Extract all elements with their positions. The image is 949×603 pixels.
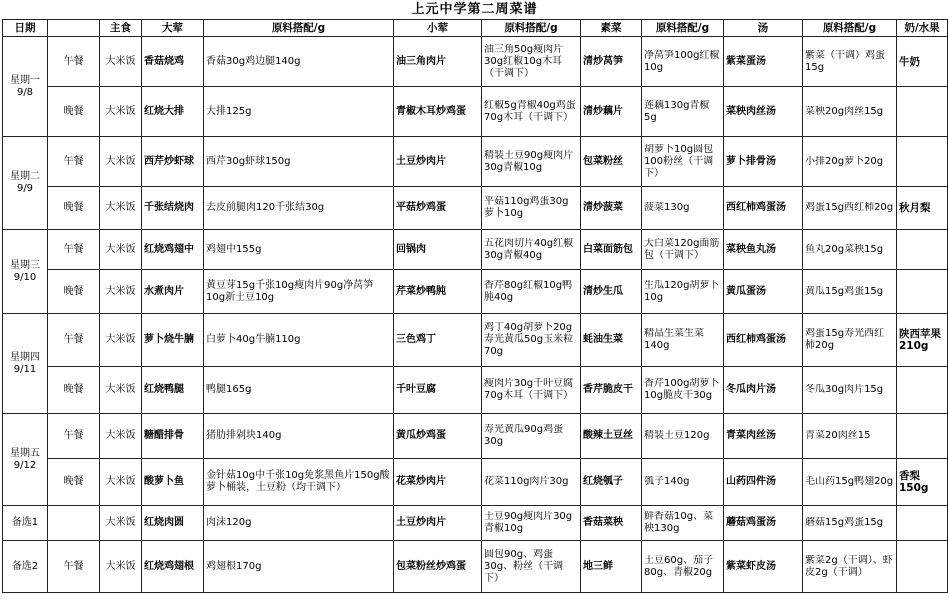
- main-dish-cell: 红烧鸡翅根: [142, 541, 204, 593]
- table-row: [3, 230, 948, 270]
- meal-cell: 午餐: [48, 37, 100, 87]
- milk-fruit-cell: [897, 230, 948, 270]
- staple-cell: 大米饭: [100, 37, 142, 87]
- side-ingredients: 圆包90g、鸡蛋30g、粉丝（干调下）: [484, 548, 564, 584]
- milk-fruit-cell: [897, 367, 948, 414]
- soup-ingredients: 鱼丸20g菜秧15g: [805, 243, 884, 255]
- column-header: 小荤: [394, 20, 482, 37]
- soup-ingredients-cell: [803, 414, 897, 459]
- staple-cell: 大米饭: [100, 230, 142, 270]
- soup-cell: 菜秧肉丝汤: [724, 87, 803, 137]
- soup-ingredients-cell: [803, 506, 897, 541]
- staple-cell: 大米饭: [100, 506, 142, 541]
- soup-ingredients-cell: [803, 87, 897, 137]
- main-dish-cell: 红烧肉圆: [142, 506, 204, 541]
- side-dish-cell: 土豆炒肉片: [394, 506, 482, 541]
- soup-ingredients: 紫菜（干调）鸡蛋15g: [805, 49, 885, 73]
- soup-cell: 冬瓜肉片汤: [724, 367, 803, 414]
- main-dish-cell: 红烧鸡翅中: [142, 230, 204, 270]
- vegetable-ingredients-cell: [642, 367, 724, 414]
- meal-cell: 晚餐: [48, 187, 100, 230]
- soup-ingredients-cell: [803, 137, 897, 187]
- table-row: [3, 459, 948, 506]
- soup-ingredients-cell: [803, 314, 897, 367]
- soup-cell: 西红柿鸡蛋汤: [724, 314, 803, 367]
- side-ingredients: 五花肉切片40g红椒30g青椒40g: [484, 237, 574, 261]
- vegetable-dish-cell: 地三鲜: [581, 541, 642, 593]
- soup-ingredients: 冬瓜30g肉片15g: [805, 384, 884, 395]
- table-row: [3, 137, 948, 187]
- column-header: 原料搭配/g: [642, 20, 724, 37]
- vegetable-ingredients-cell: [642, 37, 724, 87]
- table-row: [3, 506, 948, 541]
- milk-fruit-cell: [897, 541, 948, 593]
- vegetable-ingredients: 精装土豆120g: [644, 430, 710, 441]
- side-ingredients-cell: [482, 506, 581, 541]
- side-ingredients-cell: [482, 270, 581, 314]
- vegetable-ingredients-cell: [642, 137, 724, 187]
- table-row: [3, 37, 948, 87]
- main-dish-cell: 酸萝卜鱼: [142, 459, 204, 506]
- main-dish-cell: 千张结烧肉: [142, 187, 204, 230]
- vegetable-ingredients: 土豆60g、茄子80g、青椒20g: [644, 554, 714, 578]
- staple-cell: 大米饭: [100, 459, 142, 506]
- side-ingredients-cell: [482, 230, 581, 270]
- soup-ingredients-cell: [803, 367, 897, 414]
- vegetable-ingredients-cell: [642, 230, 724, 270]
- main-ingredients-cell: 金针菇10g中千张10g免浆黑鱼片150g酸萝卜桶装，土豆粉（均干调下）: [204, 459, 394, 506]
- milk-fruit-cell: [897, 414, 948, 459]
- vegetable-ingredients-cell: [642, 459, 724, 506]
- side-ingredients: 精装土豆90g瘦肉片30g青椒10g: [484, 149, 574, 173]
- side-dish-cell: 青椒木耳炒鸡蛋: [394, 87, 482, 137]
- side-ingredients-cell: [482, 541, 581, 593]
- column-header: 日期: [3, 20, 48, 37]
- milk-fruit-cell: 牛奶: [897, 37, 948, 87]
- column-header: 奶/水果: [897, 20, 948, 37]
- soup-ingredients: 小排20g萝卜20g: [805, 155, 884, 167]
- soup-cell: 黄瓜蛋汤: [724, 270, 803, 314]
- side-ingredients: 寿光黄瓜90g鸡蛋30g: [484, 424, 564, 447]
- main-dish-cell: 西芹炒虾球: [142, 137, 204, 187]
- side-ingredients-cell: [482, 459, 581, 506]
- vegetable-ingredients: 精品生菜生菜140g: [644, 328, 704, 351]
- soup-ingredients: 黄瓜15g鸡蛋15g: [805, 285, 884, 297]
- milk-fruit-cell: 陕西苹果210g: [897, 314, 948, 367]
- vegetable-ingredients: 鲜香菇10g、菜秧130g: [644, 511, 714, 534]
- meal-cell: [48, 506, 100, 541]
- main-dish-cell: 红烧大排: [142, 87, 204, 137]
- side-dish-cell: 油三角肉片: [394, 37, 482, 87]
- soup-ingredients-cell: [803, 541, 897, 593]
- vegetable-dish-cell: 白菜面筋包: [581, 230, 642, 270]
- soup-cell: 萝卜排骨汤: [724, 137, 803, 187]
- soup-ingredients: 紫菜2g（干调）、虾皮2g（干调）: [805, 554, 893, 578]
- date-cell: 星期二 9/9: [3, 137, 48, 230]
- column-header: 原料搭配/g: [482, 20, 581, 37]
- side-ingredients-cell: [482, 187, 581, 230]
- vegetable-ingredients: 大白菜120g面筋包（干调下）: [644, 237, 720, 261]
- side-ingredients-cell: [482, 414, 581, 459]
- vegetable-ingredients: 胡萝卜10g圆包100粉丝（干调下）: [644, 143, 714, 179]
- soup-cell: 青菜肉丝汤: [724, 414, 803, 459]
- side-ingredients: 花菜110g肉片30g: [484, 476, 569, 487]
- column-header: 原料搭配/g: [204, 20, 394, 37]
- side-ingredients: 土豆90g瘦肉片30g青椒10g: [484, 511, 573, 534]
- main-ingredients-cell: 鸡翅中155g: [204, 230, 394, 270]
- main-dish-cell: 香菇烧鸡: [142, 37, 204, 87]
- vegetable-dish-cell: 清炒藕片: [581, 87, 642, 137]
- side-ingredients: 油三角50g瘦肉片30g红椒10g木耳（干调下）: [484, 43, 564, 79]
- side-ingredients: 鸡丁40g胡萝卜20g寿光黄瓜50g玉米粒70g: [484, 322, 574, 357]
- side-dish-cell: 芹菜炒鸭肫: [394, 270, 482, 314]
- table-row: [3, 367, 948, 414]
- table-row: [3, 270, 948, 314]
- date-cell: 星期五 9/12: [3, 414, 48, 506]
- meal-cell: 午餐: [48, 414, 100, 459]
- main-ingredients-cell: 大排125g: [204, 87, 394, 137]
- meal-cell: 晚餐: [48, 367, 100, 414]
- staple-cell: 大米饭: [100, 314, 142, 367]
- vegetable-ingredients-cell: [642, 187, 724, 230]
- side-dish-cell: 三色鸡丁: [394, 314, 482, 367]
- soup-ingredients: 蘑菇15g鸡蛋15g: [805, 517, 884, 528]
- date-cell: 星期三 9/10: [3, 230, 48, 314]
- soup-ingredients: 菜秧20g肉丝15g: [805, 105, 884, 117]
- date-cell: 星期一 9/8: [3, 37, 48, 137]
- table-row: [3, 87, 948, 137]
- side-dish-cell: 平菇炒鸡蛋: [394, 187, 482, 230]
- soup-cell: 山药四件汤: [724, 459, 803, 506]
- soup-ingredients-cell: [803, 459, 897, 506]
- vegetable-ingredients-cell: [642, 270, 724, 314]
- milk-fruit-cell: [897, 137, 948, 187]
- side-dish-cell: 土豆炒肉片: [394, 137, 482, 187]
- vegetable-ingredients: 莲藕130g青椒5g: [644, 99, 710, 123]
- soup-cell: 紫菜虾皮汤: [724, 541, 803, 593]
- meal-cell: 晚餐: [48, 459, 100, 506]
- vegetable-ingredients-cell: [642, 87, 724, 137]
- side-ingredients: 平菇110g鸡蛋30g萝卜10g: [484, 196, 569, 219]
- vegetable-ingredients: 香芹100g胡萝卜10g脆皮干30g: [644, 378, 720, 401]
- vegetable-ingredients: 瓠子140g: [644, 476, 690, 487]
- date-cell: 备选2: [3, 541, 48, 593]
- vegetable-ingredients-cell: [642, 414, 724, 459]
- side-ingredients-cell: [482, 87, 581, 137]
- vegetable-dish-cell: 香菇菜秧: [581, 506, 642, 541]
- meal-cell: 午餐: [48, 230, 100, 270]
- main-ingredients-cell: 去皮前腿肉120千张结30g: [204, 187, 394, 230]
- vegetable-ingredients: 菠菜130g: [644, 202, 690, 213]
- main-dish-cell: 红烧鸭腿: [142, 367, 204, 414]
- vegetable-ingredients-cell: [642, 541, 724, 593]
- date-cell: 备选1: [3, 506, 48, 541]
- main-ingredients-cell: 鸭腿165g: [204, 367, 394, 414]
- side-dish-cell: 包菜粉丝炒鸡蛋: [394, 541, 482, 593]
- meal-cell: 晚餐: [48, 87, 100, 137]
- main-dish-cell: 糖醋排骨: [142, 414, 204, 459]
- vegetable-dish-cell: 清炒生瓜: [581, 270, 642, 314]
- soup-ingredients-cell: [803, 37, 897, 87]
- main-dish-cell: 萝卜烧牛腩: [142, 314, 204, 367]
- vegetable-ingredients-cell: [642, 506, 724, 541]
- meal-cell: 午餐: [48, 137, 100, 187]
- side-dish-cell: 花菜炒肉片: [394, 459, 482, 506]
- table-row: [3, 414, 948, 459]
- soup-ingredients-cell: [803, 187, 897, 230]
- milk-fruit-cell: [897, 87, 948, 137]
- soup-cell: 菜秧鱼丸汤: [724, 230, 803, 270]
- soup-ingredients: 鸡蛋15g寿光西红柿20g: [805, 328, 885, 351]
- soup-ingredients: 鸡蛋15g西红柿20g: [805, 202, 894, 213]
- menu-table: [2, 19, 948, 593]
- staple-cell: 大米饭: [100, 187, 142, 230]
- side-dish-cell: 千叶豆腐: [394, 367, 482, 414]
- staple-cell: 大米饭: [100, 270, 142, 314]
- side-dish-cell: 黄瓜炒鸡蛋: [394, 414, 482, 459]
- soup-ingredients: 毛山药15g鸭翅20g: [805, 476, 894, 487]
- main-ingredients-cell: 猪肋排剁块140g: [204, 414, 394, 459]
- meal-cell: 午餐: [48, 541, 100, 593]
- soup-ingredients: 青菜20肉丝15: [805, 430, 871, 441]
- vegetable-dish-cell: 清炒菠菜: [581, 187, 642, 230]
- staple-cell: 大米饭: [100, 367, 142, 414]
- soup-cell: 西红柿鸡蛋汤: [724, 187, 803, 230]
- column-header: 素菜: [581, 20, 642, 37]
- milk-fruit-cell: 秋月梨: [897, 187, 948, 230]
- table-row: [3, 541, 948, 593]
- vegetable-ingredients-cell: [642, 314, 724, 367]
- date-cell: 星期四 9/11: [3, 314, 48, 414]
- soup-ingredients-cell: [803, 230, 897, 270]
- meal-cell: 午餐: [48, 314, 100, 367]
- column-header: 主食: [100, 20, 142, 37]
- staple-cell: 大米饭: [100, 414, 142, 459]
- main-ingredients-cell: 肉沫120g: [204, 506, 394, 541]
- main-ingredients-cell: 鸡翅根170g: [204, 541, 394, 593]
- side-ingredients: 香芹80g红椒10g鸭肫40g: [484, 279, 573, 303]
- vegetable-dish-cell: 香芹脆皮干: [581, 367, 642, 414]
- staple-cell: 大米饭: [100, 541, 142, 593]
- side-ingredients-cell: [482, 37, 581, 87]
- column-header: [48, 20, 100, 37]
- main-ingredients-cell: 黄豆芽15g千张10g瘦肉片90g净莴笋10g新土豆10g: [204, 270, 394, 314]
- side-ingredients: 瘦肉片30g千叶豆腐70g木耳（干调下）: [484, 378, 574, 401]
- column-header: 大荤: [142, 20, 204, 37]
- column-header: 原料搭配/g: [803, 20, 897, 37]
- vegetable-dish-cell: 清炒莴笋: [581, 37, 642, 87]
- header-row: [3, 20, 948, 37]
- main-dish-cell: 水煮肉片: [142, 270, 204, 314]
- side-ingredients-cell: [482, 137, 581, 187]
- milk-fruit-cell: 香梨150g: [897, 459, 948, 506]
- main-ingredients-cell: 白萝卜40g牛腩110g: [204, 314, 394, 367]
- side-ingredients: 红椒5g青椒40g鸡蛋70g木耳（干调下）: [484, 99, 576, 123]
- soup-cell: 紫菜蛋汤: [724, 37, 803, 87]
- staple-cell: 大米饭: [100, 87, 142, 137]
- table-row: [3, 314, 948, 367]
- main-ingredients-cell: 香菇30g鸡边腿140g: [204, 37, 394, 87]
- menu-body: [3, 37, 948, 593]
- soup-ingredients-cell: [803, 270, 897, 314]
- side-ingredients-cell: [482, 367, 581, 414]
- column-header: 汤: [724, 20, 803, 37]
- vegetable-dish-cell: 包菜粉丝: [581, 137, 642, 187]
- soup-cell: 蘑菇鸡蛋汤: [724, 506, 803, 541]
- side-dish-cell: 回锅肉: [394, 230, 482, 270]
- milk-fruit-cell: [897, 270, 948, 314]
- vegetable-dish-cell: 红烧瓠子: [581, 459, 642, 506]
- side-ingredients-cell: [482, 314, 581, 367]
- menu-sheet: [2, 0, 947, 593]
- main-ingredients-cell: 西芹30g虾球150g: [204, 137, 394, 187]
- vegetable-ingredients: 净莴笋100g红椒10g: [644, 49, 720, 73]
- staple-cell: 大米饭: [100, 137, 142, 187]
- page-title: 上元中学第二周菜谱: [411, 2, 538, 17]
- vegetable-dish-cell: 酸辣土豆丝: [581, 414, 642, 459]
- meal-cell: 晚餐: [48, 270, 100, 314]
- milk-fruit-cell: [897, 506, 948, 541]
- table-row: [3, 187, 948, 230]
- vegetable-ingredients: 生瓜120g胡萝卜10g: [644, 279, 720, 303]
- vegetable-dish-cell: 蚝油生菜: [581, 314, 642, 367]
